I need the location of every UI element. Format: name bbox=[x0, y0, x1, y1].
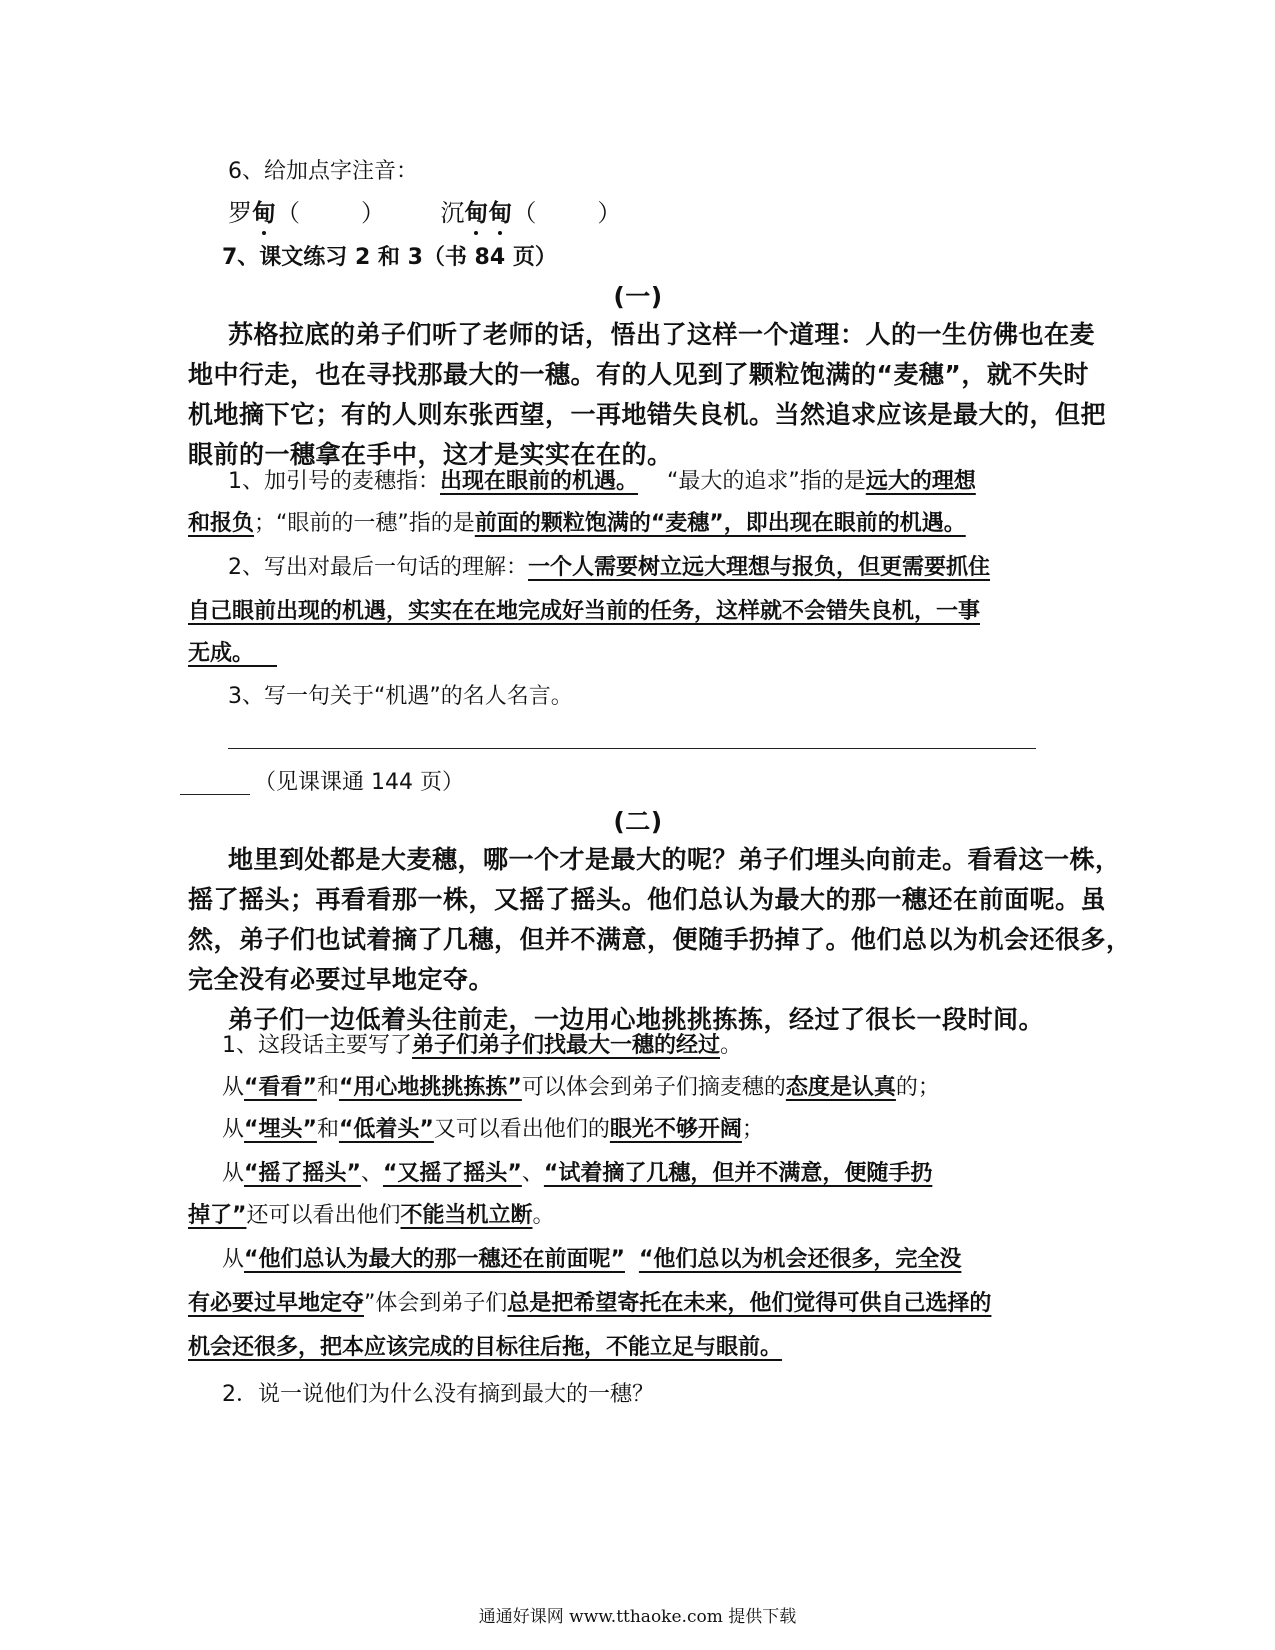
passage-1-line-1: 苏格拉底的弟子们听了老师的话，悟出了这样一个道理：人的一生仿佛也在麦 bbox=[228, 320, 1096, 349]
section-2-heading: (二) bbox=[613, 807, 663, 836]
passage-1-line-4: 眼前的一穗拿在手中，这才是实实在在的。 bbox=[188, 440, 673, 469]
question-7-label: 7、课文练习 2 和 3（书 84 页） bbox=[222, 245, 557, 270]
passage-2-line-3: 然，弟子们也试着摘了几穗，但并不满意，便随手扔掉了。他们总以为机会还很多， bbox=[188, 925, 1132, 954]
s1-question-2-line-3: 无成。 bbox=[188, 641, 255, 666]
page-footer: 通通好课网 www.tthaoke.com 提供下载 bbox=[478, 1607, 797, 1627]
s2-question-1: 1、这段话主要写了弟子们弟子们找最大一穗的经过。 bbox=[222, 1033, 743, 1058]
answer-mai-sui: 出现在眼前的机遇。 bbox=[440, 469, 639, 494]
s2-reading-1: 从“看看”和“用心地挑挑拣拣”可以体会到弟子们摘麦穗的态度是认真的； bbox=[222, 1075, 940, 1100]
question-6-words: 罗甸（ ） 沉甸甸（ ） bbox=[228, 199, 622, 227]
s1-question-2-line-2: 自己眼前出现的机遇，实实在在地完成好当前的任务，这样就不会错失良机，一事 bbox=[188, 599, 981, 624]
s1-question-1-line-1: 1、加引号的麦穗指：出现在眼前的机遇。 “最大的追求”指的是远大的理想 bbox=[228, 469, 976, 494]
s2-reading-4-line-1: 从“他们总认为最大的那一穗还在前面呢” “他们总以为机会还很多，完全没 bbox=[222, 1247, 962, 1272]
passage-1-line-2: 地中行走，也在寻找那最大的一穗。有的人见到了颗粒饱满的“麦穗”，就不失时 bbox=[188, 360, 1089, 389]
s2-reading-4-line-2: 有必要过早地定夺”体会到弟子们总是把希望寄托在未来，他们觉得可供自己选择的 bbox=[188, 1291, 992, 1316]
s2-question-2: 2．说一说他们为什么没有摘到最大的一穗？ bbox=[222, 1382, 654, 1407]
passage-1-line-3: 机地摘下它；有的人则东张西望，一再地错失良机。当然追求应该是最大的，但把 bbox=[188, 400, 1107, 429]
answer-line bbox=[228, 748, 1036, 749]
answer-line-end bbox=[180, 794, 250, 795]
s1-question-3-ref: （见课课通 144 页） bbox=[254, 770, 464, 795]
question-6-label: 6、给加点字注音： bbox=[228, 159, 418, 184]
passage-2-line-2: 摇了摇头；再看看那一株，又摇了摇头。他们总认为最大的那一穗还在前面呢。虽 bbox=[188, 885, 1107, 914]
passage-2-line-5: 弟子们一边低着头往前走，一边用心地挑挑拣拣，经过了很长一段时间。 bbox=[228, 1005, 1045, 1034]
s1-question-1-line-2: 和报负；“眼前的一穗”指的是前面的颗粒饱满的“麦穗”，即出现在眼前的机遇。 bbox=[188, 511, 966, 536]
passage-2-line-4: 完全没有必要过早地定夺。 bbox=[188, 965, 495, 994]
answer-current-ear: 前面的颗粒饱满的“麦穗”，即出现在眼前的机遇。 bbox=[474, 511, 966, 536]
s2-reading-2: 从“埋头”和“低着头”又可以看出他们的眼光不够开阔； bbox=[222, 1117, 764, 1142]
s2-reading-3-line-1: 从“摇了摇头”、“又摇了摇头”、“试着摘了几穗，但并不满意，便随手扔 bbox=[222, 1161, 933, 1186]
passage-2-line-1: 地里到处都是大麦穗，哪一个才是最大的呢？弟子们埋头向前走。看看这一株， bbox=[228, 845, 1121, 874]
s2-reading-3-line-2: 掉了”还可以看出他们不能当机立断。 bbox=[188, 1203, 555, 1228]
s1-question-2-line-1: 2、写出对最后一句话的理解：一个人需要树立远大理想与报负，但更需要抓住 bbox=[228, 555, 991, 580]
s2-reading-4-line-3: 机会还很多，把本应该完成的目标往后拖，不能立足与眼前。 bbox=[188, 1335, 783, 1360]
s1-question-3: 3、写一句关于“机遇”的名人名言。 bbox=[228, 684, 573, 709]
section-1-heading: (一) bbox=[613, 282, 663, 311]
answer-biggest-pursuit: 远大的理想 bbox=[865, 469, 976, 494]
